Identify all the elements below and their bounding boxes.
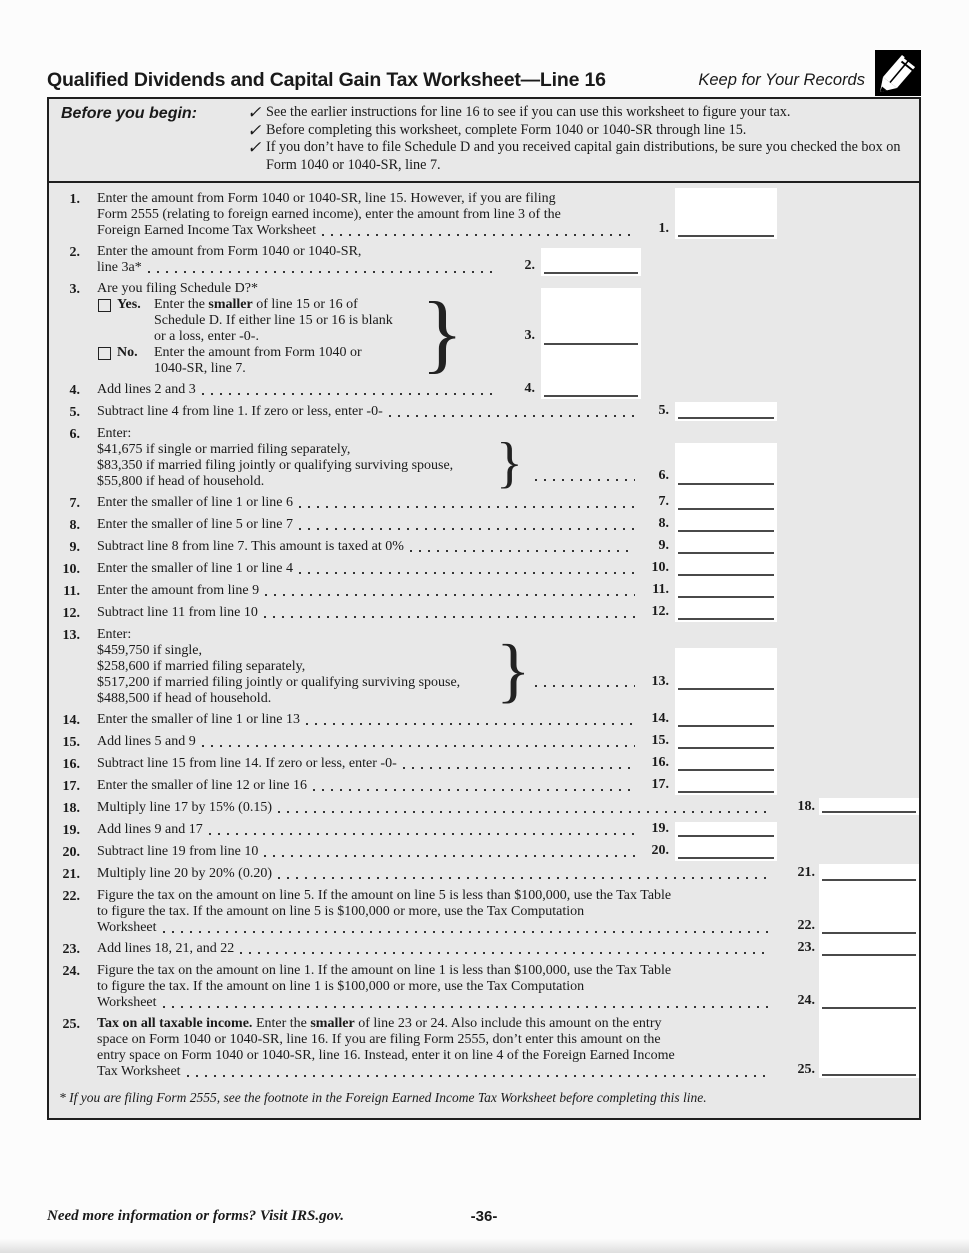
- entry-label: 8.: [658, 516, 669, 531]
- entry-label: 19.: [651, 821, 669, 836]
- brace-glyph: }: [421, 285, 464, 382]
- worksheet-row: [49, 751, 919, 773]
- before-you-begin-text: See the earlier instructions for line 16 to see if you can use this worksheet to figure your tax.: [266, 104, 791, 120]
- worksheet-row: [49, 883, 919, 936]
- entry-box[interactable]: [675, 822, 777, 839]
- dots-leader: [322, 234, 635, 236]
- dots-leader: [306, 723, 635, 725]
- entry-box[interactable]: [819, 958, 919, 1011]
- dots-leader: [148, 271, 499, 273]
- row-number: 4.: [69, 383, 80, 398]
- entry-label: 5.: [658, 403, 669, 418]
- entry-rule: [678, 574, 774, 576]
- entry-label: 7.: [658, 494, 669, 509]
- entry-label: 14.: [651, 711, 669, 726]
- row-text-line: Multiply line 17 by 15% (0.15): [97, 800, 272, 815]
- dots-leader: [202, 393, 499, 395]
- before-you-begin-item: [247, 139, 911, 174]
- row-text-line: Foreign Earned Income Tax Worksheet: [97, 223, 316, 238]
- worksheet-row: [49, 817, 919, 839]
- row-text: [97, 539, 637, 556]
- page-header: [47, 48, 921, 96]
- row-text: [97, 583, 637, 600]
- row-text-line: Multiply line 20 by 20% (0.20): [97, 866, 272, 881]
- row-text: [97, 561, 637, 578]
- worksheet-row: [49, 622, 919, 710]
- bottom-page-edge: [0, 1239, 969, 1253]
- row-text-line: space on Form 1040 or 1040-SR, line 16. If you are filing Form 2555, don’t enter this amount on the: [97, 1032, 661, 1047]
- row-number: 14.: [62, 713, 80, 728]
- row-text: [97, 822, 637, 839]
- row-text-line: Enter the amount from Form 1040 or: [154, 345, 362, 360]
- worksheet-row: [49, 556, 919, 578]
- dots-leader: [265, 594, 635, 596]
- dots-leader: [299, 572, 635, 574]
- before-you-begin: [49, 99, 919, 183]
- before-you-begin-text: Before completing this worksheet, complete Form 1040 or 1040-SR through line 15.: [266, 121, 747, 138]
- row-number: 18.: [62, 801, 80, 816]
- worksheet-row: [49, 377, 919, 399]
- entry-box[interactable]: [675, 402, 777, 421]
- entry-label: 22.: [797, 918, 815, 933]
- dots-leader: [299, 506, 635, 508]
- row-text-line: Enter the amount from Form 1040 or 1040-SR, line 15. However, if you are filing: [97, 191, 556, 206]
- entry-label: 12.: [651, 604, 669, 619]
- row-number: 8.: [69, 518, 80, 533]
- worksheet-row: [49, 276, 919, 382]
- row-text-line: Add lines 18, 21, and 22: [97, 941, 235, 956]
- dots-leader: [313, 789, 635, 791]
- row-text: [97, 963, 773, 1011]
- entry-label: 13.: [651, 674, 669, 689]
- entry-box[interactable]: [819, 798, 919, 815]
- row-text-line: Tax on all taxable income. Enter the smaller of line 23 or 24. Also include this amount on the entry: [97, 1016, 662, 1031]
- dots-leader: [403, 767, 635, 769]
- row-number: 7.: [69, 496, 80, 511]
- page-number: -36-: [470, 1208, 498, 1225]
- worksheet-row: [49, 490, 919, 512]
- row-text-line: Enter the amount from Form 1040 or 1040-SR,: [97, 244, 362, 259]
- row-number: 19.: [62, 823, 80, 838]
- worksheet-row: [49, 578, 919, 600]
- entry-label: 3.: [524, 328, 535, 343]
- entry-rule: [678, 688, 774, 690]
- row-number: 25.: [62, 1017, 80, 1032]
- row-text-line: line 3a*: [97, 260, 142, 275]
- row-text-line: Worksheet: [97, 995, 157, 1010]
- worksheet-row: [49, 534, 919, 556]
- row-text-line: Enter the smaller of line 1 or line 6: [97, 495, 293, 510]
- row-number: 16.: [62, 757, 80, 772]
- row-text-line: Tax Worksheet: [97, 1064, 181, 1079]
- entry-label: 10.: [651, 560, 669, 575]
- checkbox-no[interactable]: [98, 347, 111, 360]
- row-text: [97, 941, 773, 958]
- row-text-line: Subtract line 19 from line 10: [97, 844, 259, 859]
- entry-rule: [544, 343, 638, 345]
- entry-rule: [822, 879, 916, 881]
- row-number: 15.: [62, 735, 80, 750]
- entry-box[interactable]: [675, 512, 777, 534]
- row-number: 1.: [69, 192, 80, 207]
- entry-rule: [678, 857, 774, 859]
- entry-label: 25.: [797, 1062, 815, 1077]
- entry-label: 17.: [651, 777, 669, 792]
- page-footer: [47, 1208, 921, 1225]
- entry-rule: [678, 747, 774, 749]
- checkmark-icon: ✓: [247, 138, 262, 157]
- row-number: 2.: [69, 245, 80, 260]
- row-text-line: 1040-SR, line 7.: [154, 361, 246, 376]
- row-number: 22.: [62, 889, 80, 904]
- row-text-line: or a loss, enter -0-.: [154, 329, 259, 344]
- row-text: [97, 495, 637, 512]
- keep-for-your-records-label: Keep for Your Records: [698, 71, 865, 89]
- entry-box[interactable]: [541, 288, 641, 377]
- row-text-line: $517,200 if married filing jointly or qualifying surviving spouse,: [97, 675, 461, 690]
- row-text-line: $258,600 if married filing separately,: [97, 659, 306, 674]
- row-text: [97, 404, 637, 421]
- row-text: [97, 517, 637, 534]
- entry-rule: [678, 483, 774, 485]
- entry-rule: [822, 1007, 916, 1009]
- row-text-line: $55,800 if head of household.: [97, 474, 265, 489]
- row-text-line: Figure the tax on the amount on line 5. If the amount on line 5 is less than $100,000, use the Tax Table: [97, 888, 672, 903]
- entry-box[interactable]: [819, 883, 919, 936]
- row-text-line: Enter the smaller of line 1 or line 4: [97, 561, 293, 576]
- row-number: 20.: [62, 845, 80, 860]
- entry-rule: [678, 530, 774, 532]
- entry-rule: [822, 811, 916, 813]
- entry-box[interactable]: [675, 490, 777, 512]
- entry-rule: [678, 417, 774, 419]
- before-you-begin-item: [247, 104, 911, 122]
- entry-box[interactable]: [675, 600, 777, 622]
- dots-leader: [535, 479, 635, 481]
- entry-box[interactable]: [675, 648, 777, 707]
- entry-rule: [544, 395, 638, 397]
- worksheet-row: [49, 861, 919, 883]
- row-text-line: to figure the tax. If the amount on line 5 is $100,000 or more, use the Tax Computation: [97, 904, 585, 919]
- entry-label: 9.: [658, 538, 669, 553]
- worksheet: [47, 97, 921, 1120]
- entry-box[interactable]: [675, 534, 777, 556]
- dots-leader: [163, 931, 771, 933]
- row-text: [97, 800, 773, 817]
- row-text: [97, 191, 637, 239]
- row-number: 6.: [69, 427, 80, 442]
- entry-rule: [822, 932, 916, 934]
- row-number: 24.: [62, 964, 80, 979]
- row-text-line: Enter the smaller of line 15 or 16 of: [154, 297, 358, 312]
- worksheet-footnote: * If you are filing Form 2555, see the footnote in the Foreign Earned Income Tax Worksheet before completing this line.: [59, 1090, 707, 1105]
- entry-box[interactable]: [541, 377, 641, 399]
- entry-box[interactable]: [675, 707, 777, 729]
- entry-box[interactable]: [675, 556, 777, 578]
- entry-rule: [678, 618, 774, 620]
- worksheet-row: [49, 399, 919, 421]
- worksheet-row: [49, 421, 919, 494]
- entry-rule: [678, 835, 774, 837]
- dots-leader: [209, 833, 635, 835]
- entry-box[interactable]: [675, 578, 777, 600]
- row-text-line: Enter:: [97, 426, 132, 441]
- footer-info: Need more information or forms? Visit IRS.gov.: [47, 1208, 344, 1224]
- entry-box[interactable]: [675, 729, 777, 751]
- worksheet-row: [49, 186, 919, 239]
- worksheet-rows: [49, 183, 919, 1080]
- row-text-line: Subtract line 4 from line 1. If zero or less, enter -0-: [97, 404, 383, 419]
- row-text-line: Figure the tax on the amount on line 1. If the amount on line 1 is less than $100,000, use the Tax Table: [97, 963, 672, 978]
- dots-leader: [535, 685, 635, 687]
- row-text: [97, 244, 501, 276]
- brace-glyph: }: [496, 630, 531, 710]
- row-text-line: Enter the smaller of line 5 or line 7: [97, 517, 293, 532]
- dots-leader: [187, 1075, 771, 1077]
- option-label: Yes.: [117, 297, 141, 312]
- row-text-line: Add lines 9 and 17: [97, 822, 203, 837]
- entry-box[interactable]: [819, 1011, 919, 1078]
- row-text-line: Subtract line 11 from line 10: [97, 605, 258, 620]
- row-number: 5.: [69, 405, 80, 420]
- before-you-begin-items: [247, 104, 911, 174]
- entry-rule: [822, 1074, 916, 1076]
- dots-leader: [389, 415, 635, 417]
- before-you-begin-text: If you don’t have to file Schedule D and you received capital gain distributions, be sure you checked the box on Form 1040 or 1040-SR, line 7.: [266, 139, 901, 173]
- entry-box[interactable]: [675, 751, 777, 773]
- row-text-line: Enter the smaller of line 1 or line 13: [97, 712, 300, 727]
- entry-rule: [678, 235, 774, 237]
- worksheet-row: [49, 707, 919, 729]
- before-you-begin-label: Before you begin:: [61, 105, 198, 122]
- row-text-line: Enter:: [97, 627, 132, 642]
- row-text: [97, 382, 501, 399]
- row-text: [97, 888, 773, 936]
- entry-label: 16.: [651, 755, 669, 770]
- row-text-line: Add lines 5 and 9: [97, 734, 196, 749]
- dots-leader: [202, 745, 635, 747]
- entry-label: 24.: [797, 993, 815, 1008]
- worksheet-row: [49, 839, 919, 861]
- entry-label: 6.: [658, 468, 669, 483]
- dots-leader: [278, 811, 771, 813]
- entry-label: 2.: [524, 258, 535, 273]
- before-you-begin-item: [247, 122, 911, 140]
- row-text-line: Enter the smaller of line 12 or line 16: [97, 778, 307, 793]
- row-number: 10.: [62, 562, 80, 577]
- row-number: 17.: [62, 779, 80, 794]
- option-label: No.: [117, 345, 138, 360]
- row-number: 12.: [62, 606, 80, 621]
- entry-box[interactable]: [675, 188, 777, 239]
- row-text: [97, 712, 637, 729]
- entry-label: 4.: [524, 381, 535, 396]
- page-title: Qualified Dividends and Capital Gain Tax Worksheet—Line 16: [47, 69, 606, 91]
- dots-leader: [410, 550, 635, 552]
- row-text-line: Worksheet: [97, 920, 157, 935]
- worksheet-row: [49, 773, 919, 795]
- row-text: [97, 605, 637, 622]
- entry-rule: [678, 791, 774, 793]
- row-text-line: to figure the tax. If the amount on line 1 is $100,000 or more, use the Tax Computation: [97, 979, 585, 994]
- row-text: [97, 1016, 773, 1080]
- checkmark-icon: ✓: [247, 120, 262, 140]
- entry-rule: [544, 272, 638, 274]
- row-number: 13.: [62, 628, 80, 643]
- dots-leader: [240, 952, 771, 954]
- entry-label: 21.: [797, 865, 815, 880]
- row-text-line: $41,675 if single or married filing separately,: [97, 442, 351, 457]
- dots-leader: [163, 1006, 771, 1008]
- dots-leader: [299, 528, 635, 530]
- dots-leader: [264, 616, 635, 618]
- worksheet-row: [49, 1011, 919, 1080]
- row-text: [97, 627, 637, 710]
- worksheet-row: [49, 512, 919, 534]
- checkmark-icon: ✓: [247, 103, 262, 122]
- row-number: 11.: [63, 584, 80, 599]
- worksheet-row: [49, 600, 919, 622]
- row-number: 23.: [62, 942, 80, 957]
- entry-rule: [678, 596, 774, 598]
- entry-rule: [822, 954, 916, 956]
- row-text: [97, 866, 773, 883]
- entry-label: 18.: [797, 799, 815, 814]
- entry-box[interactable]: [819, 864, 919, 883]
- row-text: [97, 756, 637, 773]
- entry-label: 1.: [658, 221, 669, 236]
- row-text: [97, 778, 637, 795]
- checkbox-yes[interactable]: [98, 299, 111, 312]
- row-number: 21.: [62, 867, 80, 882]
- entry-box[interactable]: [675, 773, 777, 795]
- row-text-line: Subtract line 8 from line 7. This amount is taxed at 0%: [97, 539, 404, 554]
- entry-box[interactable]: [675, 443, 777, 490]
- worksheet-row: [49, 936, 919, 958]
- worksheet-row: [49, 729, 919, 751]
- row-text-line: Schedule D. If either line 15 or 16 is blank: [154, 313, 393, 328]
- entry-label: 23.: [797, 940, 815, 955]
- row-text: [97, 734, 637, 751]
- worksheet-row: [49, 239, 919, 276]
- entry-rule: [678, 725, 774, 727]
- row-number: 3.: [69, 282, 80, 297]
- entry-label: 11.: [652, 582, 669, 597]
- dots-leader: [264, 855, 635, 857]
- dots-leader: [278, 877, 771, 879]
- row-text-line: $83,350 if married filing jointly or qualifying surviving spouse,: [97, 458, 454, 473]
- row-text-line: Subtract line 15 from line 14. If zero or less, enter -0-: [97, 756, 397, 771]
- entry-label: 15.: [651, 733, 669, 748]
- worksheet-row: [49, 795, 919, 817]
- row-text-line: $459,750 if single,: [97, 643, 202, 658]
- row-text: [97, 844, 637, 861]
- entry-box[interactable]: [541, 248, 641, 276]
- row-text-line: Enter the amount from line 9: [97, 583, 260, 598]
- entry-box[interactable]: [675, 839, 777, 861]
- row-text-line: entry space on Form 1040 or 1040-SR, line 16. Instead, enter it on line 4 of the Foreign Earned Income: [97, 1048, 675, 1063]
- brace-glyph: }: [496, 432, 523, 494]
- row-number: 9.: [69, 540, 80, 555]
- row-text-line: Add lines 2 and 3: [97, 382, 196, 397]
- entry-rule: [678, 552, 774, 554]
- row-text-line: $488,500 if head of household.: [97, 691, 272, 706]
- entry-label: 20.: [651, 843, 669, 858]
- worksheet-row: [49, 958, 919, 1011]
- entry-box[interactable]: [819, 936, 919, 958]
- entry-rule: [678, 769, 774, 771]
- row-text-line: Form 2555 (relating to foreign earned income), enter the amount from line 3 of the: [97, 207, 561, 222]
- entry-rule: [678, 508, 774, 510]
- pencil-icon: [875, 50, 921, 96]
- row-text-line: Are you filing Schedule D?*: [97, 281, 258, 296]
